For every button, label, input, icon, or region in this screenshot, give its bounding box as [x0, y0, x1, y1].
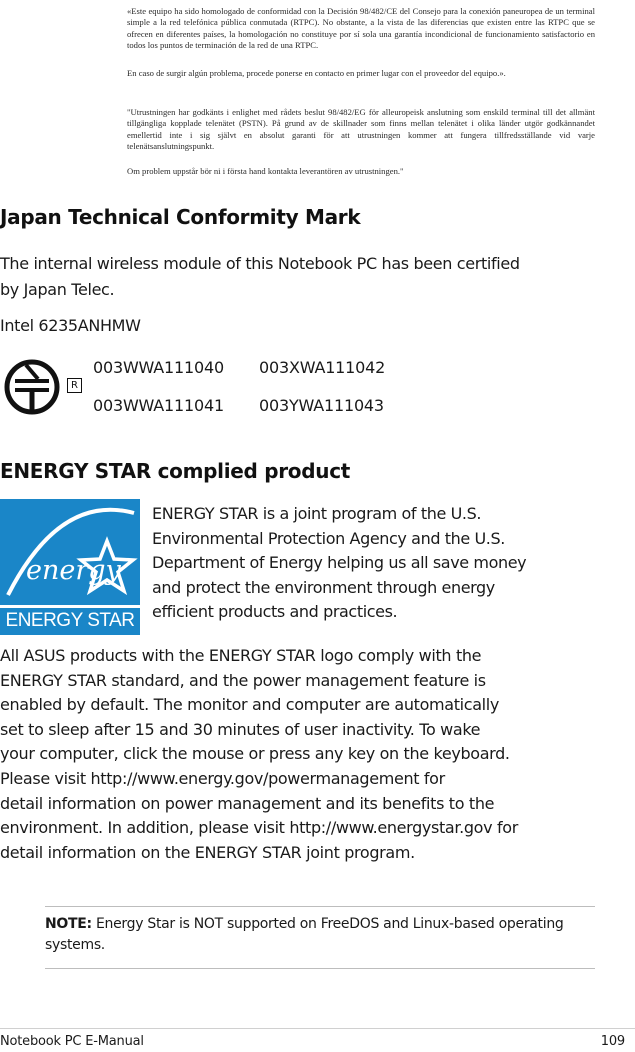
quote-sv-para2: Om problem uppstår bör ni i första hand kontakta leverantören av utrustningen." [127, 166, 404, 176]
energy-body-line: detail information on the ENERGY STAR joint program. [0, 842, 415, 862]
energy-body-line: detail information on power management and its benefits to the [0, 793, 495, 813]
energy-body-line: ENERGY STAR standard, and the power management feature is [0, 670, 486, 690]
japan-line-2: by Japan Telec. [0, 280, 115, 299]
note-label: NOTE: [45, 916, 92, 932]
energy-body-line: All ASUS products with the ENERGY STAR logo comply with the [0, 646, 482, 665]
registered-mark-icon [67, 378, 82, 393]
note-bottom-rule [45, 968, 595, 969]
quote-es-para1: «Este equipo ha sido homologado de conformidad con la Decisión 98/482/CE del Consejo para la conexión paneuropea de un terminal simple a la red telefónica pública conmutada (RTPC). No obstante, a la vista de las diferencias que existen entre las RTPC que se ofrecen en diferentes países, la homologación no constituye por sí sola una garantía incondicional de funcionamiento satisfactorio en todos los puntos de terminación de la red de una RTPC. [127, 6, 595, 51]
note-top-rule [45, 906, 595, 907]
energy-intro [152, 502, 526, 625]
telec-code-4: 003YWA111043 [259, 396, 384, 415]
quote-sv-para1: "Utrustningen har godkänts i enlighet med rådets beslut 98/482/EG för alleuropeisk anslutning som enskild terminal till det allmänt tillgängliga kopplade telenätet (PSTN). På grund av de skillnader som finns mellan telenätet i olika länder utgör godkännandet emellertid inte i sig självt en absolut garanti för att utrustningen kommer att fungera tillfredsställande vid varje telenätsanslutningspunkt. [127, 107, 595, 152]
energy-script-text: energy [26, 555, 121, 586]
energy-star-emblem-icon [0, 499, 140, 605]
energy-body [0, 644, 518, 865]
energy-intro-line: Environmental Protection Agency and the U.S. [152, 528, 505, 548]
telec-code-3: 003WWA111041 [93, 396, 224, 415]
japan-line-1: The internal wireless module of this Notebook PC has been certified [0, 254, 520, 273]
energy-section-title: ENERGY STAR complied product [0, 459, 351, 483]
footer-rule [0, 1028, 635, 1029]
energy-body-line: your computer, click the mouse or press any key on the keyboard. [0, 744, 510, 764]
energy-body-line: set to sleep after 15 and 30 minutes of user inactivity. To wake [0, 719, 481, 739]
energy-intro-line: Department of Energy helping us all save money [152, 553, 527, 572]
quote-es-para2: En caso de surgir algún problema, procede ponerse en contacto en primer lugar con el proveedor del equipo.». [127, 68, 506, 78]
footer-page-number: 109 [600, 1034, 625, 1049]
energy-logo-divider [0, 605, 140, 608]
note-text: Energy Star is NOT supported on FreeDOS and Linux-based operating systems. [45, 916, 564, 953]
energy-star-logo [0, 499, 140, 635]
japan-model: Intel 6235ANHMW [0, 316, 141, 335]
japan-section-title: Japan Technical Conformity Mark [0, 205, 361, 229]
telec-code-2: 003XWA111042 [259, 358, 386, 377]
footer-manual-title: Notebook PC E-Manual [0, 1034, 144, 1049]
energy-intro-line: efficient products and practices. [152, 602, 398, 621]
energy-star-logo-label: ENERGY STAR [5, 610, 135, 631]
energy-body-line: enabled by default. The monitor and computer are automatically [0, 695, 499, 715]
note-box [45, 914, 585, 956]
energy-body-line: environment. In addition, please visit http://www.energystar.gov for [0, 818, 518, 838]
energy-body-line: Please visit http://www.energy.gov/powermanagement for [0, 768, 445, 788]
energy-intro-line: and protect the environment through energy [152, 577, 495, 597]
registered-mark-letter: R [71, 380, 78, 391]
telec-code-1: 003WWA111040 [93, 358, 224, 377]
telec-mark-icon [2, 357, 62, 417]
energy-intro-line: ENERGY STAR is a joint program of the U.S. [152, 504, 482, 523]
